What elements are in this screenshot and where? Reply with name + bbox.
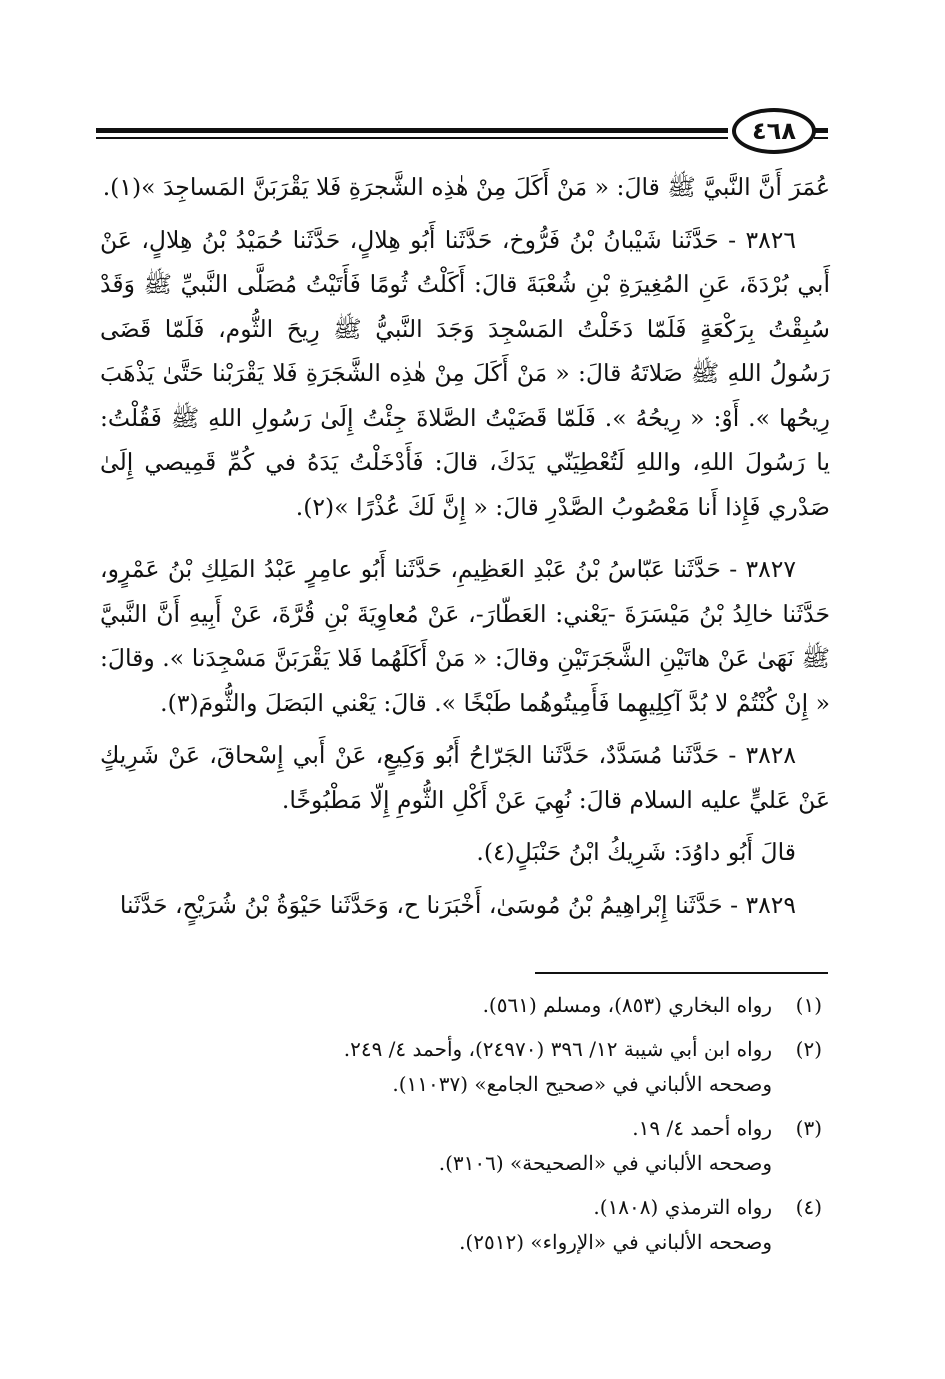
footnote-label: (٢) xyxy=(795,1036,822,1061)
header-rule-thin xyxy=(96,137,728,139)
header-rule-thick xyxy=(96,128,728,133)
page-number: ٤٦٨ xyxy=(732,108,816,154)
footnote-label: (٤) xyxy=(795,1194,822,1219)
hadith-3829: ٣٨٢٩ - حَدَّثَنا إِبْراهِيمُ بْنُ مُوسَىٰ، أَخْبَرَنا ح، وَحَدَّثَنا حَيْوَةُ بْنُ شُرَيْحٍ، حَدَّثَنا xyxy=(119,890,796,919)
footnote-3 xyxy=(100,1111,830,1182)
paragraph-spacer xyxy=(100,537,830,547)
footnote-4 xyxy=(100,1190,830,1261)
footnote-line: رواه البخاري (٨٥٣)، ومسلم (٥٦١). xyxy=(482,993,772,1017)
footnote-line: رواه ابن أبي شيبة ١٢/ ٣٩٦ (٢٤٩٧٠)، وأحمد ٤/ ٢٤٩. xyxy=(343,1036,772,1061)
footnote-line: رواه أحمد ٤/ ١٩. xyxy=(632,1115,772,1140)
hadith-3826: ٣٨٢٦ - حَدَّثَنا شَيْبانُ بْنُ فَرُّوخ، حَدَّثَنا أَبُو هِلالٍ، حَدَّثَنا حُمَيْدُ بْنُ هِلالٍ، عَنْ أَبي بُرْدَةَ، عَنِ المُغِيرَةِ بْنِ شُعْبَةَ قالَ: أَكَلْتُ ثُومًا فَأَتَيْتُ مُصَلَّى النَّبيِّ ﷺ وَقَدْ سُبِقْتُ بِرَكْعَةٍ فَلَمّا دَخَلْتُ المَسْجِدَ وَجَدَ النَّبيُّ ﷺ رِيحَ الثُّوم، فَلَمّا قَضَى رَسُولُ اللهِ ﷺ صَلاتَهُ قالَ: « مَنْ أَكَلَ مِنْ هٰذِه الشَّجَرَةِ فَلا يَقْرَبْنا حَتَّىٰ يَذْهَبَ رِيحُها ». أَوْ: « رِيحُهُ ». فَلَمّا قَضَيْتُ الصَّلاةَ جِئْتُ إِلَىٰ رَسُولِ اللهِ ﷺ فَقُلْتُ: يا رَسُولَ اللهِ، واللهِ لَتُعْطِيَنّي يَدَكَ، قالَ: فَأَدْخَلْتُ يَدَهُ في كُمِّ قَمِيصي إِلَىٰ صَدْري فَإِذا أَنا مَعْصُوبُ الصَّدْرِ قالَ: « إِنَّ لَكَ عُذْرًا »(٢). xyxy=(100,225,830,521)
footnote-line: وصححه الألباني في «الإرواء» (٢٥١٢). xyxy=(459,1230,772,1254)
footnotes xyxy=(100,988,830,1269)
footnote-separator xyxy=(535,972,828,974)
footnote-line: وصححه الألباني في «صحيح الجامع» (١١٠٣٧). xyxy=(392,1072,772,1096)
footnote-2 xyxy=(100,1032,830,1103)
hadith-3828: ٣٨٢٨ - حَدَّثَنا مُسَدَّدٌ، حَدَّثَنا الجَرّاحُ أَبُو وَكِيعٍ، عَنْ أَبي إِسْحاقَ، عَنْ شَرِيكٍ عَنْ عَليٍّ عليه السلام قالَ: نُهِيَ عَنْ أَكْلِ الثُّومِ إِلّا مَطْبُوخًا. xyxy=(100,741,830,814)
hadith-3827: ٣٨٢٧ - حَدَّثَنا عَبّاسُ بْنُ عَبْدِ العَظِيمِ، حَدَّثَنا أَبُو عامِرٍ عَبْدُ المَلِكِ بْنُ عَمْرٍو، حَدَّثَنا خالِدُ بْنُ مَيْسَرَةَ -يَعْني: العَطّارَ-، عَنْ مُعاوِيَةَ بْنِ قُرَّةَ، عَنْ أَبِيهِ أَنَّ النَّبيَّ ﷺ نَهَىٰ عَنْ هاتَيْنِ الشَّجَرَتَيْنِ وقالَ: « مَنْ أَكَلَهُما فَلا يَقْرَبَنَّ مَسْجِدَنا ». وقالَ: « إِنْ كُنْتُمْ لا بُدَّ آكِلِيهِما فَأَمِيتُوهُما طَبْخًا ». قالَ: يَعْني البَصَلَ والثُّومَ(٣). xyxy=(100,555,830,717)
page-header xyxy=(96,106,828,160)
footnote-label: (٣) xyxy=(795,1115,822,1140)
abu-dawud-note: قالَ أَبُو داوُدَ: شَرِيكُ ابْنُ حَنْبَلٍ(٤). xyxy=(476,838,796,866)
paragraph-continuation: عُمَرَ أَنَّ النَّبيَّ ﷺ قالَ: « مَنْ أَكَلَ مِنْ هٰذِه الشَّجرَةِ فَلا يَقْرَبَنَّ المَساجِدَ »(١). xyxy=(102,173,830,201)
footnote-1 xyxy=(100,988,830,1024)
main-text xyxy=(100,165,830,935)
header-rule-right-thick xyxy=(814,128,828,133)
footnote-line: وصححه الألباني في «الصحيحة» (٣١٠٦). xyxy=(438,1151,772,1175)
header-rule-right-thin xyxy=(814,137,828,139)
footnote-label: (١) xyxy=(795,993,822,1017)
footnote-line: رواه الترمذي (١٨٠٨). xyxy=(593,1194,772,1219)
